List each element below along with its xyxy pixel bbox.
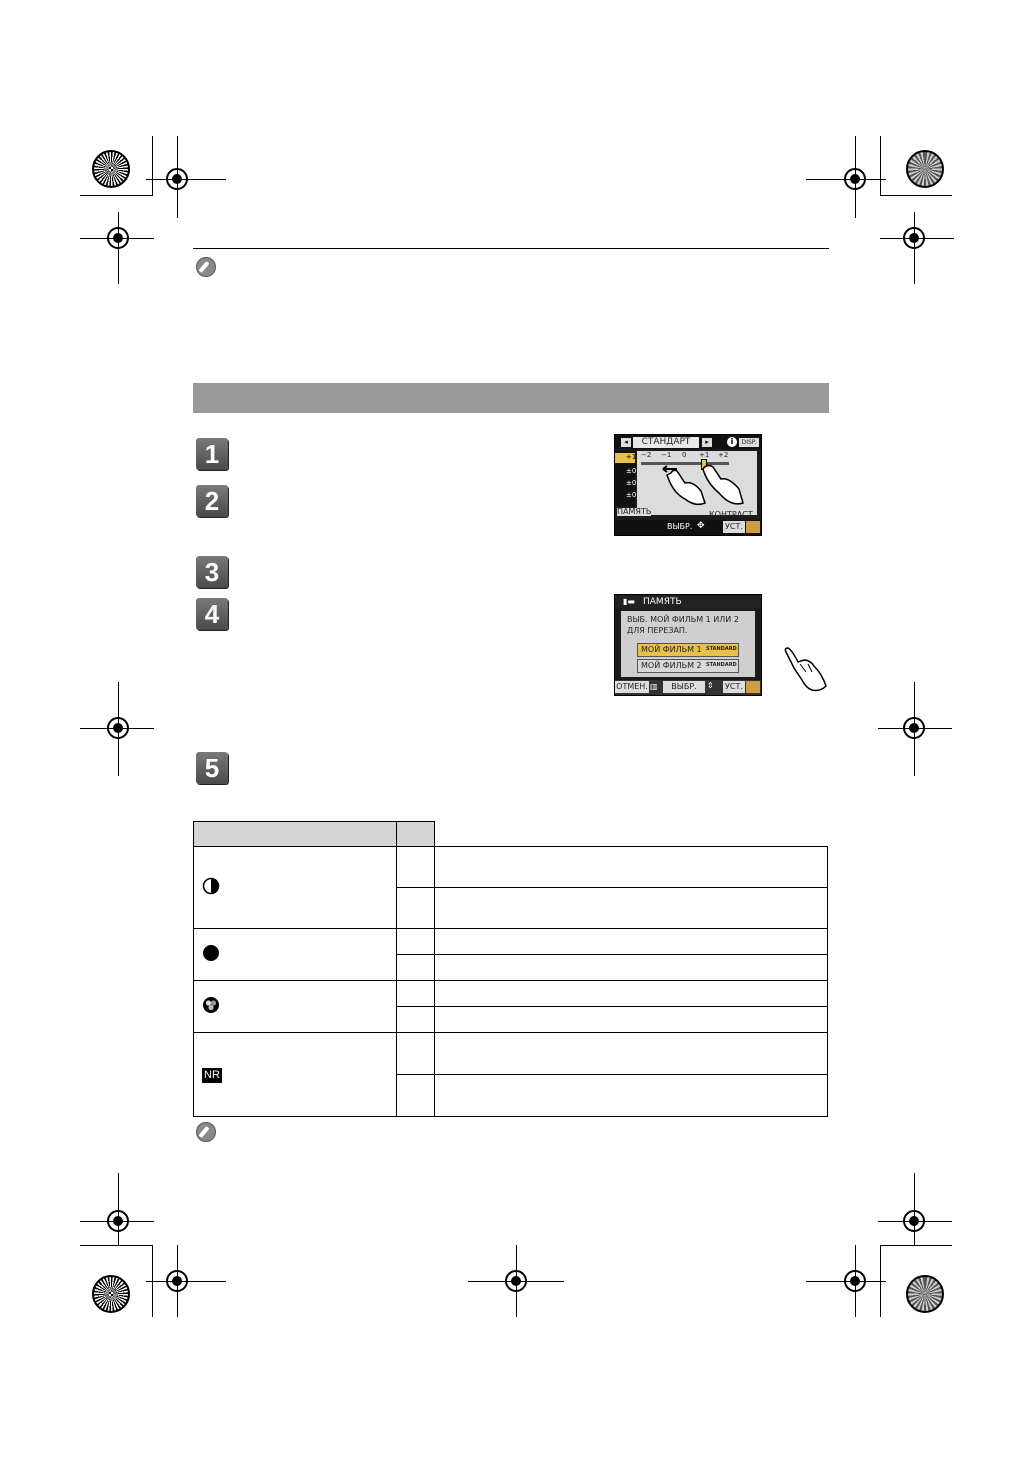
- note-pencil-icon: [196, 1122, 216, 1142]
- table-row: [194, 847, 828, 888]
- nav-cross-icon: ✥: [697, 521, 705, 531]
- table-header-row: [194, 822, 828, 847]
- camera-screen-memory: ▮▬ ПАМЯТЬ ВЫБ. МОЙ ФИЛЬМ 1 ИЛИ 2 ДЛЯ ПЕРЕЗАП. МОЙ ФИЛЬМ 1 STANDARD МОЙ ФИЛЬМ 2 STANDARD ОТМЕН. ▥ ВЫБР. ⇕ УСТ.: [614, 594, 762, 696]
- camera-screen-contrast: ◂ СТАНДАРТ ▸ i DISP. +1 ±0 ±0 ±0 −2 −1 0 +1 +2 ПАМЯТЬ КОНТРАСТ ВЫБР. ✥ УСТ.: [614, 434, 762, 536]
- set-hint-2: УСТ.: [723, 681, 745, 693]
- option-my-film-2[interactable]: МОЙ ФИЛЬМ 2 STANDARD: [637, 659, 739, 673]
- registration-reel-icon: [92, 150, 130, 188]
- color-tone-icon: [202, 996, 220, 1014]
- note-pencil-icon: [196, 257, 216, 277]
- arrow-left-icon: ◂: [621, 438, 631, 447]
- registration-reel-icon: [906, 150, 944, 188]
- step-4-badge: 4: [196, 598, 228, 630]
- option-my-film-1[interactable]: МОЙ ФИЛЬМ 1 STANDARD: [637, 643, 739, 657]
- menu-set-icon: [746, 521, 760, 533]
- memory-title: ПАМЯТЬ: [643, 597, 682, 607]
- saturation-icon: [202, 944, 220, 962]
- table-row: [194, 1033, 828, 1075]
- registration-reel-icon: [92, 1275, 130, 1313]
- step-5-badge: 5: [196, 752, 228, 784]
- style-title: СТАНДАРТ: [633, 437, 699, 448]
- select-hint-2: ВЫБР.: [663, 681, 705, 693]
- trash-icon: ▥: [650, 682, 658, 691]
- arrow-right-icon: ▸: [702, 438, 712, 447]
- up-down-icon: ⇕: [707, 681, 714, 690]
- film-icon: ▮▬: [623, 597, 635, 606]
- contrast-icon: [202, 877, 220, 895]
- swipe-hand-icon: [655, 463, 755, 515]
- step-2-badge: 2: [196, 485, 228, 517]
- memory-message: ВЫБ. МОЙ ФИЛЬМ 1 ИЛИ 2: [627, 615, 739, 624]
- info-icon: i: [727, 437, 737, 447]
- menu-set-icon: [746, 681, 760, 693]
- memory-label: ПАМЯТЬ: [617, 507, 652, 516]
- contrast-label: КОНТРАСТ: [709, 510, 753, 519]
- table-row: [194, 929, 828, 955]
- step-1-badge: 1: [196, 438, 228, 470]
- registration-reel-icon: [906, 1275, 944, 1313]
- disp-label: DISP.: [739, 438, 759, 447]
- cancel-hint: ОТМЕН.: [616, 682, 648, 691]
- nr-icon: NR: [204, 1068, 220, 1081]
- header-rule: [193, 248, 829, 249]
- step-3-badge: 3: [196, 556, 228, 588]
- tap-hand-icon: [780, 646, 830, 694]
- picture-settings-table: [193, 821, 828, 1117]
- select-hint: ВЫБР.: [667, 522, 693, 531]
- section-heading-bar: [193, 383, 829, 413]
- set-hint: УСТ.: [723, 521, 745, 533]
- table-row: [194, 981, 828, 1007]
